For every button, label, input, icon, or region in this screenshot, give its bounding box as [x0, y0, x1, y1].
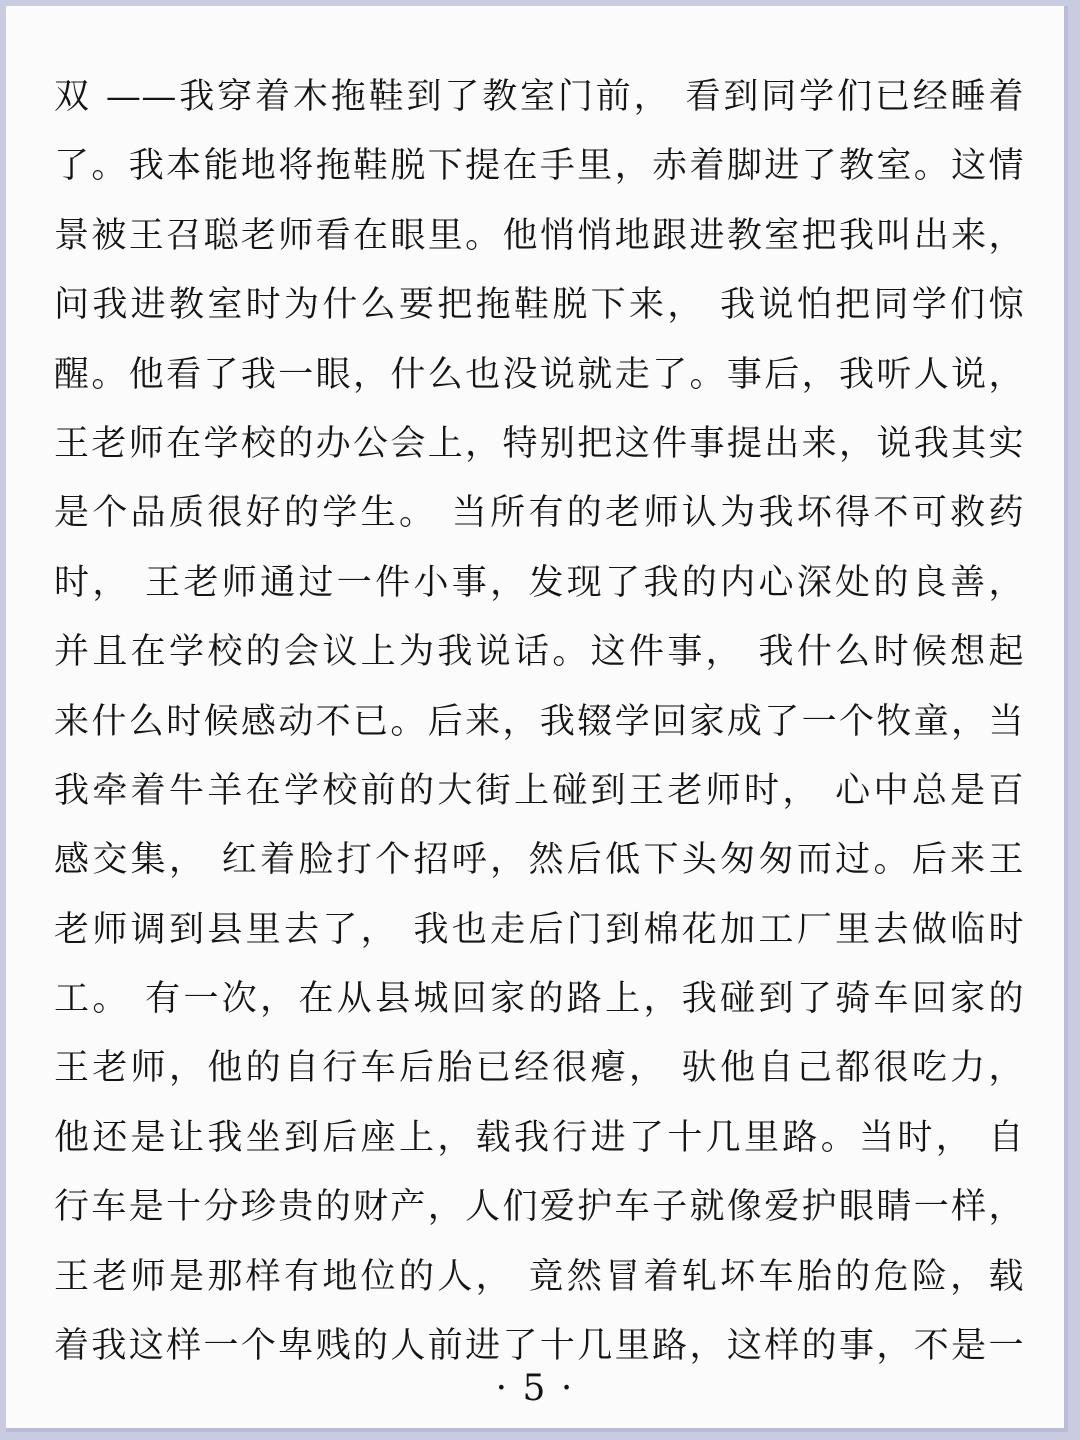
- text-line: 并且在学校的会议上为我说话。这件事， 我什么时候想起: [54, 632, 1024, 673]
- text-line: 了。我本能地将拖鞋脱下提在手里，赤着脚进了教室。这情: [54, 146, 1024, 187]
- text-line: 问我进教室时为什么要把拖鞋脱下来， 我说怕把同学们惊: [54, 285, 1024, 326]
- text-line: 行车是十分珍贵的财产，人们爱护车子就像爱护眼睛一样，: [54, 1187, 1024, 1228]
- text-line: 王老师在学校的办公会上，特别把这件事提出来，说我其实: [54, 423, 1024, 464]
- text-line: 工。 有一次，在从县城回家的路上，我碰到了骑车回家的: [54, 979, 1024, 1020]
- text-line: 我牵着牛羊在学校前的大街上碰到王老师时， 心中总是百: [54, 770, 1024, 811]
- document-page: [6, 6, 1068, 1432]
- body-text: [54, 63, 1024, 1381]
- text-line: 着我这样一个卑贱的人前进了十几里路，这样的事，不是一: [54, 1326, 1024, 1367]
- text-line: 双 ——我穿着木拖鞋到了教室门前， 看到同学们已经睡着: [54, 77, 1024, 117]
- text-line: 来什么时候感动不已。后来，我辍学回家成了一个牧童，当: [54, 701, 1024, 742]
- text-line: 王老师，他的自行车后胎已经很瘪， 驮他自己都很吃力，: [54, 1048, 1024, 1089]
- text-line: 感交集， 红着脸打个招呼，然后低下头匆匆而过。后来王: [54, 840, 1024, 881]
- text-line: 时， 王老师通过一件小事，发现了我的内心深处的良善，: [54, 562, 1024, 603]
- text-line: 他还是让我坐到后座上，载我行进了十几里路。当时， 自: [54, 1117, 1024, 1158]
- text-line: 王老师是那样有地位的人， 竟然冒着轧坏车胎的危险，载: [54, 1256, 1024, 1297]
- text-line: 醒。他看了我一眼，什么也没说就走了。事后，我听人说，: [54, 354, 1024, 395]
- text-line: 老师调到县里去了， 我也走后门到棉花加工厂里去做临时: [54, 909, 1024, 950]
- page-number: · 5 ·: [495, 1368, 575, 1409]
- text-line: 景被王召聪老师看在眼里。他悄悄地跟进教室把我叫出来，: [54, 215, 1024, 256]
- text-line: 是个品质很好的学生。 当所有的老师认为我坏得不可救药: [54, 493, 1024, 534]
